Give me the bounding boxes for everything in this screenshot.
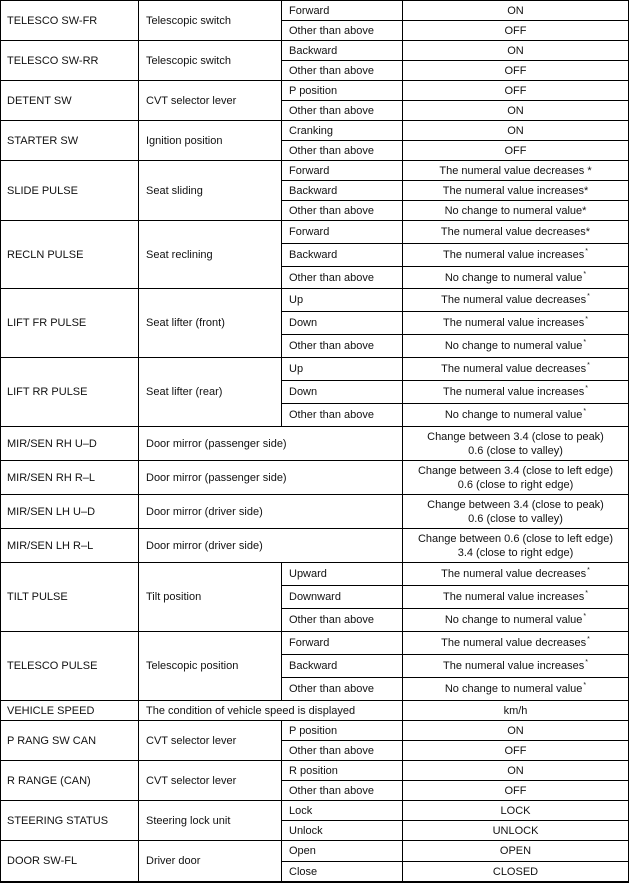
condition-tilt-pulse: Tilt position [138,562,281,631]
footnote-mark: * [585,248,588,255]
state-value-telesco-sw-fr [402,20,628,40]
state-value-telesco-sw-rr [402,40,628,60]
condition-mir-sen-rh-u-d: Door mirror (passenger side) [138,426,402,460]
state-value-p-rang-sw-can [402,740,628,760]
footnote-mark: * [583,408,587,415]
value-text: OPEN [499,845,532,857]
state-value-starter-sw [402,140,628,160]
state-value-telesco-sw-rr [402,60,628,80]
state-label-lift-fr-pulse: Other than above [281,334,402,357]
state-value-p-rang-sw-can [402,720,628,740]
state-value-door-sw-fl [402,861,628,881]
value-text: The numeral value increases [443,317,585,329]
value-text: LOCK [500,804,531,817]
value-text: CLOSED [492,865,539,878]
value-mir-sen-lh-r-l [402,528,628,562]
condition-telesco-pulse: Telescopic position [138,631,281,700]
state-label-telesco-sw-fr: Forward [281,0,402,20]
state-value-detent-sw [402,80,628,100]
footnote-mark: * [585,385,588,392]
state-value-telesco-pulse [402,677,628,700]
state-label-telesco-sw-rr: Other than above [281,60,402,80]
value-line: Change between 3.4 (close to peak) [427,430,604,443]
value-text: OFF [504,24,527,37]
condition-r-range-can: CVT selector lever [138,760,281,800]
item-name-starter-sw: STARTER SW [0,120,138,160]
state-label-lift-rr-pulse: Down [281,380,402,403]
footnote-mark: * [583,270,587,278]
value-text: ON [507,724,524,737]
item-name-p-rang-sw-can: P RANG SW CAN [0,720,138,760]
condition-lift-rr-pulse: Seat lifter (rear) [138,357,281,426]
item-name-detent-sw: DETENT SW [0,80,138,120]
footnote-mark: * [587,567,590,574]
state-value-recln-pulse [402,243,628,266]
footnote-mark: * [583,613,587,620]
value-text: The numeral value decreases [441,294,587,306]
condition-steering-status: Steering lock unit [138,800,281,840]
state-label-detent-sw: P position [281,80,402,100]
state-value-tilt-pulse [402,585,628,608]
value-text: OFF [504,744,527,757]
value-text: The numeral value increases [443,386,585,398]
state-label-telesco-sw-fr: Other than above [281,20,402,40]
value-text: The numeral value increases* [442,184,589,197]
state-value-telesco-pulse [402,631,628,654]
item-name-telesco-pulse: TELESCO PULSE [0,631,138,700]
condition-door-sw-fl: Driver door [138,840,281,881]
value-line: Change between 3.4 (close to left edge) [417,464,614,477]
state-label-telesco-pulse: Other than above [281,677,402,700]
condition-starter-sw: Ignition position [138,120,281,160]
value-mir-sen-rh-u-d [402,426,628,460]
state-label-p-rang-sw-can: P position [281,720,402,740]
item-name-steering-status: STEERING STATUS [0,800,138,840]
value-text: No change to numeral value* [444,204,587,217]
condition-lift-fr-pulse: Seat lifter (front) [138,288,281,357]
state-label-slide-pulse: Backward [281,180,402,200]
value-line: 0.6 (close to valley) [468,512,563,525]
state-value-r-range-can [402,780,628,800]
state-label-lift-fr-pulse: Up [281,288,402,311]
state-label-lift-rr-pulse: Other than above [281,403,402,426]
item-name-vehicle-speed: VEHICLE SPEED [0,700,138,720]
value-text: The numeral value decreases * [439,164,592,177]
state-value-tilt-pulse [402,608,628,631]
footnote-mark: * [583,339,587,346]
footnote-mark: * [587,636,590,643]
value-text: No change to numeral value [444,683,583,695]
item-name-mir-sen-rh-r-l: MIR/SEN RH R–L [0,460,138,494]
state-label-slide-pulse: Other than above [281,200,402,220]
state-label-r-range-can: Other than above [281,780,402,800]
state-label-lift-rr-pulse: Up [281,357,402,380]
value-text: ON [507,44,524,57]
value-mir-sen-lh-u-d [402,494,628,528]
value-text: OFF [504,64,527,77]
condition-mir-sen-lh-u-d: Door mirror (driver side) [138,494,402,528]
item-name-tilt-pulse: TILT PULSE [0,562,138,631]
value-text: The numeral value decreases [441,363,587,375]
condition-mir-sen-rh-r-l: Door mirror (passenger side) [138,460,402,494]
footnote-mark: * [587,362,590,369]
state-value-lift-rr-pulse [402,357,628,380]
value-text: UNLOCK [492,824,539,837]
state-value-steering-status [402,800,628,820]
state-label-starter-sw: Other than above [281,140,402,160]
item-name-telesco-sw-fr: TELESCO SW-FR [0,0,138,40]
state-value-telesco-pulse [402,654,628,677]
condition-p-rang-sw-can: CVT selector lever [138,720,281,760]
condition-telesco-sw-rr: Telescopic switch [138,40,281,80]
state-label-p-rang-sw-can: Other than above [281,740,402,760]
value-vehicle-speed [402,700,628,720]
value-text: The numeral value decreases* [440,226,591,238]
state-label-telesco-pulse: Backward [281,654,402,677]
state-label-r-range-can: R position [281,760,402,780]
state-value-recln-pulse [402,266,628,288]
value-line: 0.6 (close to right edge) [457,478,574,491]
footnote-mark: * [585,316,588,323]
state-label-steering-status: Unlock [281,820,402,840]
condition-slide-pulse: Seat sliding [138,160,281,220]
condition-telesco-sw-fr: Telescopic switch [138,0,281,40]
state-label-recln-pulse: Backward [281,243,402,266]
state-label-detent-sw: Other than above [281,100,402,120]
value-text: The numeral value increases [443,249,585,261]
value-text: OFF [504,784,527,797]
state-value-lift-rr-pulse [402,403,628,426]
state-label-lift-fr-pulse: Down [281,311,402,334]
state-value-slide-pulse [402,160,628,180]
value-text: ON [507,104,524,117]
item-name-lift-rr-pulse: LIFT RR PULSE [0,357,138,426]
condition-vehicle-speed: The condition of vehicle speed is displayed [138,700,402,720]
state-value-telesco-sw-fr [402,0,628,20]
value-text: ON [507,764,524,777]
item-name-mir-sen-rh-u-d: MIR/SEN RH U–D [0,426,138,460]
value-line: km/h [503,704,528,717]
footnote-mark: * [583,682,587,689]
footnote-mark: * [585,590,588,597]
state-value-tilt-pulse [402,562,628,585]
value-text: The numeral value decreases [441,637,587,649]
state-value-lift-fr-pulse [402,311,628,334]
value-line: Change between 3.4 (close to peak) [427,498,604,511]
state-label-tilt-pulse: Other than above [281,608,402,631]
value-text: OFF [504,144,527,157]
state-label-tilt-pulse: Upward [281,562,402,585]
item-name-r-range-can: R RANGE (CAN) [0,760,138,800]
item-name-mir-sen-lh-r-l: MIR/SEN LH R–L [0,528,138,562]
state-value-slide-pulse [402,180,628,200]
state-label-recln-pulse: Forward [281,220,402,243]
value-text: No change to numeral value [444,614,583,626]
state-label-telesco-pulse: Forward [281,631,402,654]
state-value-r-range-can [402,760,628,780]
value-text: ON [507,124,524,137]
state-label-recln-pulse: Other than above [281,266,402,288]
state-value-detent-sw [402,100,628,120]
state-value-recln-pulse [402,220,628,243]
value-text: No change to numeral value [444,340,583,352]
item-name-door-sw-fl: DOOR SW-FL [0,840,138,881]
state-label-door-sw-fl: Close [281,861,402,881]
value-line: Change between 0.6 (close to left edge) [417,532,614,545]
item-name-telesco-sw-rr: TELESCO SW-RR [0,40,138,80]
state-value-lift-fr-pulse [402,334,628,357]
condition-recln-pulse: Seat reclining [138,220,281,288]
value-text: The numeral value increases [443,660,585,672]
state-label-telesco-sw-rr: Backward [281,40,402,60]
state-value-starter-sw [402,120,628,140]
value-line: 3.4 (close to right edge) [457,546,574,559]
state-label-starter-sw: Cranking [281,120,402,140]
value-text: No change to numeral value [444,409,583,421]
value-text: The numeral value decreases [441,568,587,580]
item-name-lift-fr-pulse: LIFT FR PULSE [0,288,138,357]
state-value-door-sw-fl [402,840,628,861]
state-value-lift-rr-pulse [402,380,628,403]
value-text: ON [507,4,524,17]
state-label-steering-status: Lock [281,800,402,820]
value-mir-sen-rh-r-l [402,460,628,494]
state-value-steering-status [402,820,628,840]
item-name-recln-pulse: RECLN PULSE [0,220,138,288]
condition-mir-sen-lh-r-l: Door mirror (driver side) [138,528,402,562]
state-value-lift-fr-pulse [402,288,628,311]
value-line: 0.6 (close to valley) [468,444,563,457]
value-text: No change to numeral value [444,271,583,284]
state-value-slide-pulse [402,200,628,220]
value-text: The numeral value increases [443,591,585,603]
footnote-mark: * [585,659,588,666]
item-name-mir-sen-lh-u-d: MIR/SEN LH U–D [0,494,138,528]
condition-detent-sw: CVT selector lever [138,80,281,120]
item-name-slide-pulse: SLIDE PULSE [0,160,138,220]
state-label-door-sw-fl: Open [281,840,402,861]
footnote-mark: * [587,293,590,300]
value-text: OFF [504,84,527,97]
state-label-tilt-pulse: Downward [281,585,402,608]
state-label-slide-pulse: Forward [281,160,402,180]
